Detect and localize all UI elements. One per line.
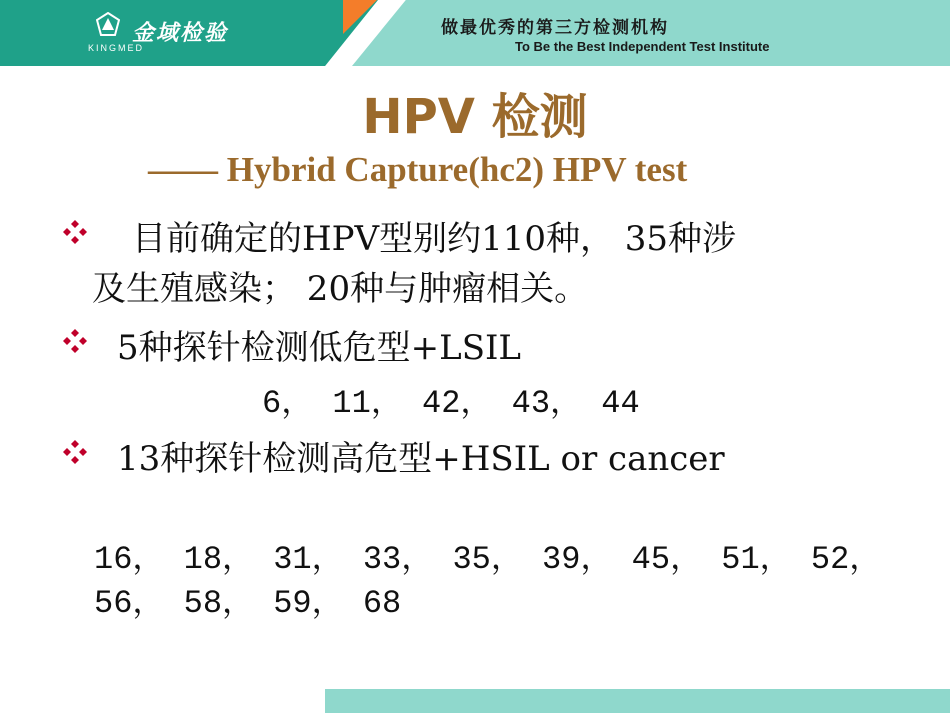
bullet-1-line-1: 目前确定的HPV型别约110种， 35种涉 [132, 219, 737, 259]
logo-chinese-name: 金域检验 [132, 21, 229, 46]
bullet-3-line-1: 13种探针检测高危型+HSIL or cancer [117, 439, 725, 479]
bullet-1-line-2: 及生殖感染； 20种与肿瘤相关。 [92, 269, 589, 309]
bullet-2-line-1: 5种探针检测低危型+LSIL [117, 328, 521, 368]
logo-english-name: KINGMED [88, 43, 145, 53]
bullet-3-numbers-line-1: 16， 18， 31， 33， 35， 39， 45， 51， 52， [94, 541, 882, 578]
diamond-bullet-icon [62, 328, 88, 354]
slogan-chinese-text: 做最优秀的第三方检测机构 [441, 18, 669, 38]
footer-bar [325, 689, 950, 713]
slogan-english: To Be the Best Independent Test Institute [515, 39, 770, 54]
page-title: HPV 检测 [362, 89, 588, 145]
diamond-bullet-icon [62, 219, 88, 245]
diamond-bullet-icon [62, 439, 88, 465]
bullet-2-numbers: 6， 11， 42， 43， 44 [262, 385, 640, 422]
bullet-3-numbers-line-2: 56， 58， 59， 68 [94, 585, 402, 622]
slogan-chinese [0, 13, 950, 38]
page-subtitle: —— Hybrid Capture(hc2) HPV test [148, 150, 688, 189]
